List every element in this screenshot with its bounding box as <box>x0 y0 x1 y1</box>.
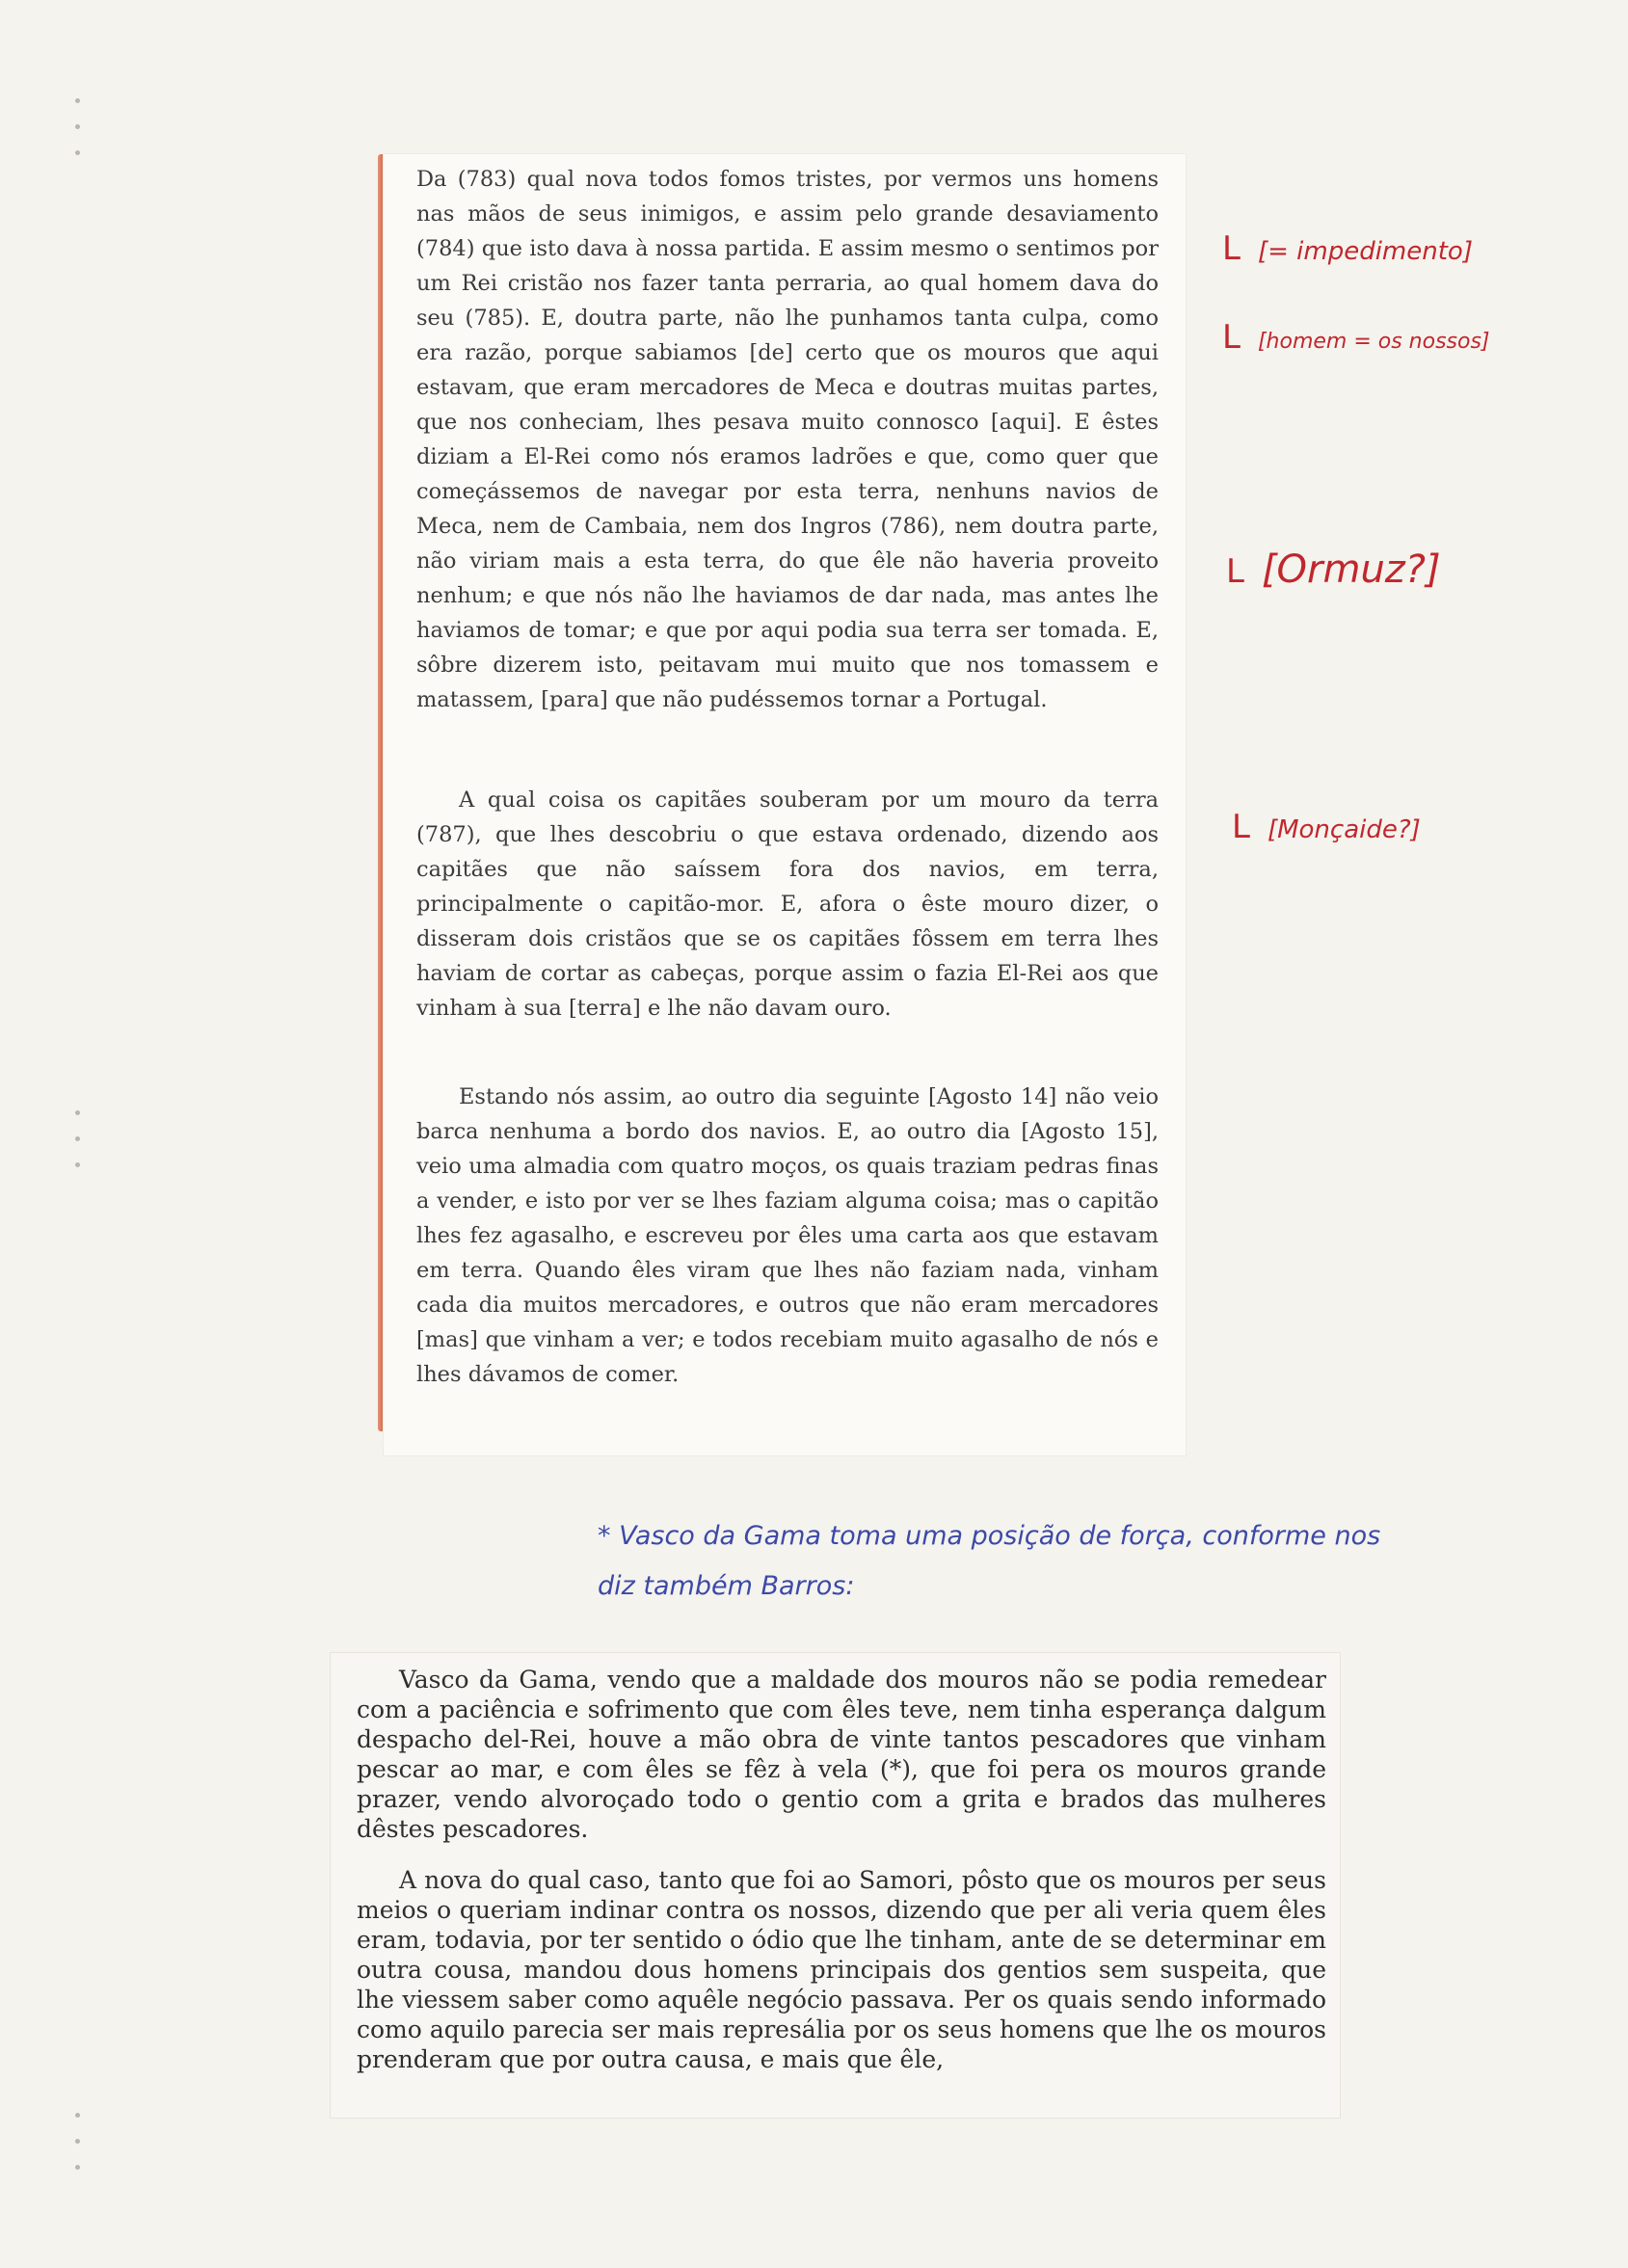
margin-annotation-4 <box>1232 808 1421 846</box>
correction-mark-icon: L <box>1226 552 1244 591</box>
lower-text-clipping <box>331 1653 1340 2118</box>
margin-annotation-2 <box>1222 318 1490 357</box>
upper-paragraph-3: Estando nós assim, ao outro dia seguinte [Agosto 14] não veio barca nenhuma a bordo dos navios. E, ao outro dia [Agosto 15], veio uma almadia com quatro moços, os quais traziam pedras finas a vender, e isto por ver se lhes faziam alguma coisa; mas o capitão lhes fez agasalho, e escreveu por êles uma carta aos que estavam em terra. Quando êles viram que lhes não faziam nada, vinham cada dia muitos mercadores, e outros que não eram mercadores [mas] que vinham a ver; e todos recebiam muito agasalho de nós e lhes dávamos de comer. <box>416 1084 1159 1387</box>
margin-annotation-3 <box>1226 547 1441 592</box>
correction-mark-icon: L <box>1232 808 1250 846</box>
handwritten-note: * Vasco da Gama toma uma posição de força, conforme nos diz também Barros: <box>598 1521 1381 1601</box>
annotation-text-2: [homem = os nossos] <box>1257 330 1490 354</box>
lower-paragraph-1: Vasco da Gama, vendo que a maldade dos mouros não se podia remedear com a paciência e sofrimento que com êles teve, nem tinha esperança dalgum despacho del-Rei, houve a mão obra de vinte tantos pescadores que vinham pescar ao mar, e com êles se fêz à vela (*), que foi pera os mouros grande prazer, vendo alvoroçado todo o gentio com a grita e brados das mulheres dêstes pescadores. <box>357 1666 1326 1843</box>
annotation-text-4: [Monçaide?] <box>1267 815 1421 844</box>
upper-paragraph-2: A qual coisa os capitães souberam por um mouro da terra (787), que lhes descobriu o que estava ordenado, dizendo aos capitães que não saíssem fora dos navios, em terra, principalmente o capitão-mor. E, afora o êste mouro dizer, o disseram dois cristãos que se os capitães fôssem em terra lhes haviam de cortar as cabeças, porque assim o fazia El-Rei aos que vinham à sua [terra] e lhe não davam ouro. <box>416 787 1159 1021</box>
upper-text-clipping <box>384 154 1186 1455</box>
annotation-text-3: [Ormuz?] <box>1261 547 1441 592</box>
margin-annotation-1 <box>1222 229 1473 268</box>
binder-holes-top <box>67 77 87 176</box>
binder-holes-middle <box>67 1089 87 1188</box>
correction-mark-icon: L <box>1222 318 1241 357</box>
binder-holes-bottom <box>67 2092 87 2191</box>
annotation-text-1: [= impedimento] <box>1257 237 1473 266</box>
lower-paragraph-2: A nova do qual caso, tanto que foi ao Samori, pôsto que os mouros per seus meios o queriam indinar contra os nossos, dizendo que per ali veria quem êles eram, todavia, por ter sentido o ódio que lhe tinham, ante de se determinar em outra cousa, mandou dous homens principais dos gentios sem suspeita, que lhe viessem saber como aquêle negócio passava. Per os quais sendo informado como aquilo parecia ser mais represália por os seus homens que lhe os mouros prenderam que por outra causa, e mais que êle, <box>357 1866 1326 2073</box>
upper-paragraph-1: Da (783) qual nova todos fomos tristes, por vermos uns homens nas mãos de seus inimigos, e assim pelo grande desaviamento (784) que isto dava à nossa partida. E assim mesmo o sentimos por um Rei cristão nos fazer tanta perraria, ao qual homem dava do seu (785). E, doutra parte, não lhe punhamos tanta culpa, como era razão, porque sabiamos [de] certo que os mouros que aqui estavam, que eram mercadores de Meca e doutras muitas partes, que nos conheciam, lhes pesava muito connosco [aqui]. E êstes diziam a El-Rei como nós eramos ladrões e que, como quer que começássemos de navegar por esta terra, nenhuns navios de Meca, nem de Cambaia, nem dos Ingros (786), nem doutra parte, não viriam mais a esta terra, do que êle não haveria proveito nenhum; e que nós não lhe haviamos de dar nada, mas antes lhe haviamos de tomar; e que por aqui podia sua terra ser tomada. E, sôbre dizerem isto, peitavam mui muito que nos tomassem e matassem, [para] que não pudéssemos tornar a Portugal. <box>416 167 1159 712</box>
correction-mark-icon: L <box>1222 229 1241 268</box>
